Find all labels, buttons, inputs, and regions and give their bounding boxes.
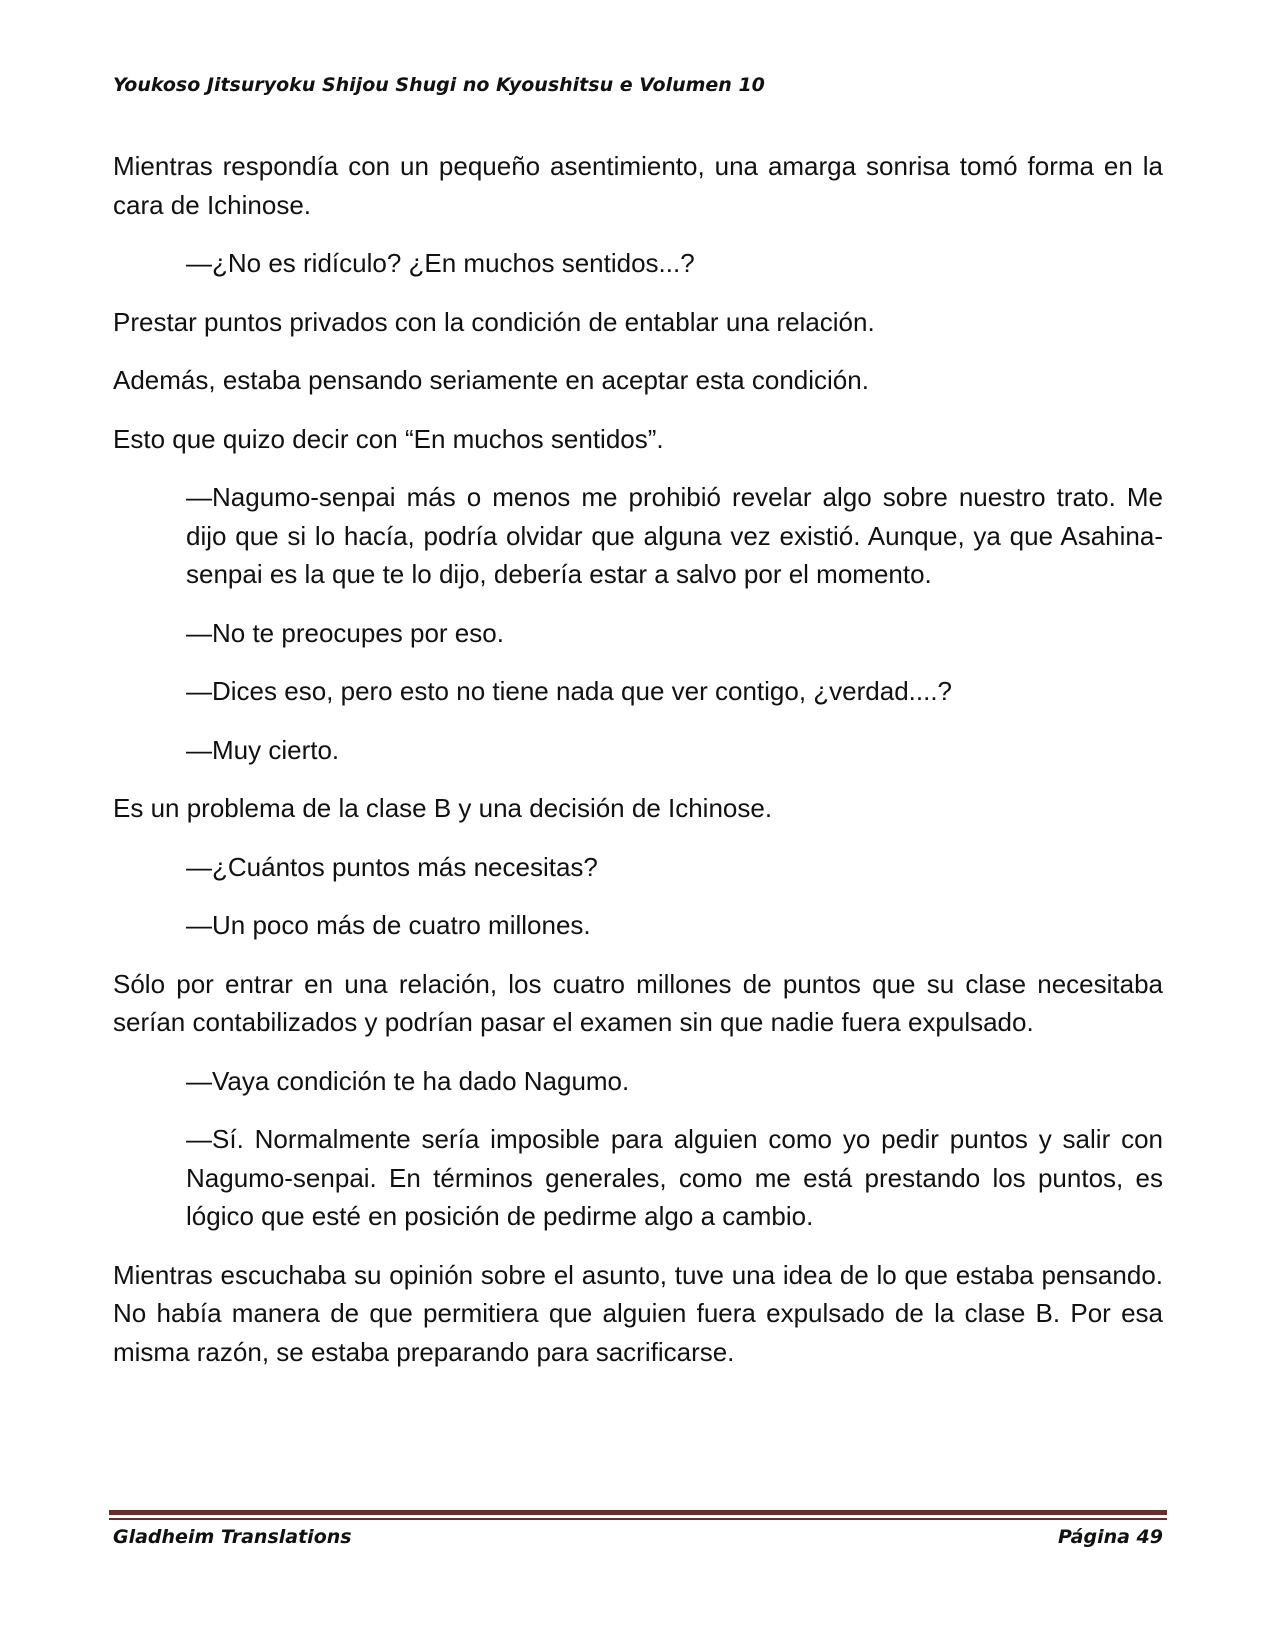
footer-divider-thin <box>109 1518 1167 1520</box>
footer-page-number: Página 49 <box>1057 1526 1163 1548</box>
body-text <box>113 147 1163 1391</box>
dialogue-line: —¿No es ridículo? ¿En muchos sentidos...? <box>186 248 695 278</box>
dialogue-line: —Sí. Normalmente sería imposible para alguien como yo pedir puntos y salir con Nagumo-senpai. En términos generales, como me está prestando los puntos, es lógico que esté en posición de pedirme algo a cambio. <box>186 1124 1163 1231</box>
dialogue-line: —¿Cuántos puntos más necesitas? <box>186 851 598 882</box>
dialogue-line: —No te preocupes por eso. <box>186 617 504 648</box>
footer-divider-thick <box>109 1510 1167 1515</box>
paragraph: Mientras escuchaba su opinión sobre el asunto, tuve una idea de lo que estaba pensando. No había manera de que permitiera que alguien fuera expulsado de la clase B. Por esa misma razón, se estaba preparando para sacrificarse. <box>113 1259 1163 1367</box>
dialogue-line: —Dices eso, pero esto no tiene nada que ver contigo, ¿verdad....? <box>186 676 953 706</box>
running-header: Youkoso Jitsuryoku Shijou Shugi no Kyoushitsu e Volumen 10 <box>113 74 765 96</box>
dialogue-line: —Un poco más de cuatro millones. <box>186 910 591 940</box>
dialogue-line: —Muy cierto. <box>186 734 340 765</box>
dialogue-line: —Nagumo-senpai más o menos me prohibió revelar algo sobre nuestro trato. Me dijo que si lo hacía, podría olvidar que alguna vez existió. Aunque, ya que Asahina-senpai es la que te lo dijo, debería estar a salvo por el momento. <box>186 482 1163 589</box>
paragraph: Mientras respondía con un pequeño asentimiento, una amarga sonrisa tomó forma en la cara de Ichinose. <box>113 151 1163 220</box>
paragraph: Sólo por entrar en una relación, los cuatro millones de puntos que su clase necesitaba serían contabilizados y podrían pasar el examen sin que nadie fuera expulsado. <box>113 968 1163 1037</box>
paragraph: Prestar puntos privados con la condición de entablar una relación. <box>113 306 875 337</box>
footer-translator: Gladheim Translations <box>113 1526 352 1548</box>
paragraph: Esto que quizo decir con “En muchos sentidos”. <box>113 423 664 454</box>
paragraph: Además, estaba pensando seriamente en aceptar esta condición. <box>113 365 869 395</box>
paragraph: Es un problema de la clase B y una decisión de Ichinose. <box>113 793 773 823</box>
dialogue-line: —Vaya condición te ha dado Nagumo. <box>186 1065 630 1096</box>
